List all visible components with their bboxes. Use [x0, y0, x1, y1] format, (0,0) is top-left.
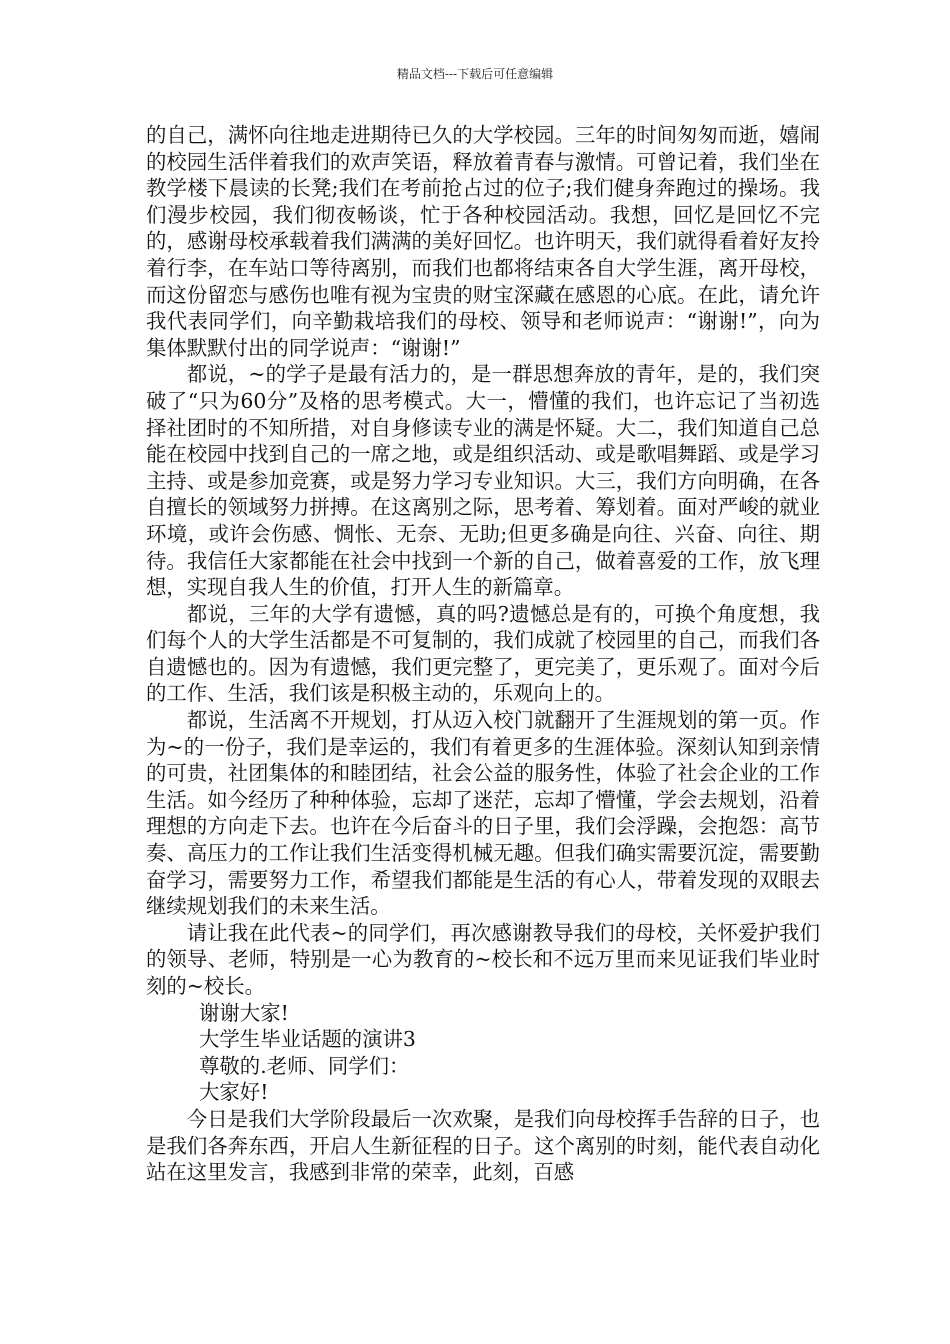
paragraph-3: 都说，三年的大学有遗憾，真的吗?遗憾总是有的，可换个角度想，我们每个人的大学生活都是不可复制的，我们成就了校园里的自己，而我们各自遗憾也的。因为有遗憾，我们更完整了，更完美了，更乐观了。面对今后的工作、生活，我们该是积极主动的，乐观向上的。 — [146, 601, 820, 706]
paragraph-2: 都说，~的学子是最有活力的，是一群思想奔放的青年，是的，我们突破了“只为60分”及格的思考模式。大一，懵懂的我们，也许忘记了当初选择社团时的不知所措，对自身修读专业的满是怀疑。大二，我们知道自己总能在校园中找到自己的一席之地，或是组织活动、或是歌唱舞蹈、或是学习主持、或是参加竞赛，或是努力学习专业知识。大三，我们方向明确，在各自擅长的领域努力拼搏。在这离别之际，思考着、筹划着。面对严峻的就业环境，或许会伤感、惆怅、无奈、无助;但更多确是向往、兴奋、向往、期待。我信任大家都能在社会中找到一个新的自己，做着喜爱的工作，放飞理想，实现自我人生的价值，打开人生的新篇章。 — [146, 362, 820, 600]
paragraph-1: 的自己，满怀向往地走进期待已久的大学校园。三年的时间匆匆而逝，嬉闹的校园生活伴着我们的欢声笑语，释放着青春与激情。可曾记着，我们坐在教学楼下晨读的长凳;我们在考前抢占过的位子;我们健身奔跑过的操场。我们漫步校园，我们彻夜畅谈，忙于各种校园活动。我想，回忆是回忆不完的，感谢母校承载着我们满满的美好回忆。也许明天，我们就得看着好友拎着行李，在车站口等待离别，而我们也都将结束各自大学生涯，离开母校，而这份留恋与感伤也唯有视为宝贵的财宝深藏在感恩的心底。在此，请允许我代表同学们，向辛勤栽培我们的母校、领导和老师说声：“谢谢!”，向为集体默默付出的同学说声：“谢谢!” — [146, 123, 820, 360]
salutation: 尊敬的.老师、同学们： — [199, 1053, 410, 1078]
greeting: 大家好! — [199, 1080, 269, 1105]
paragraph-6: 今日是我们大学阶段最后一次欢聚，是我们向母校挥手告辞的日子，也是我们各奔东西，开启人生新征程的日子。这个离别的时刻，能代表自动化站在这里发言，我感到非常的荣幸，此刻，百感 — [146, 1106, 820, 1185]
paragraph-4: 都说，生活离不开规划，打从迈入校门就翻开了生涯规划的第一页。作为~的一份子，我们是幸运的，我们有着更多的生涯体验。深刻认知到亲情的可贵，社团集体的和睦团结，社会公益的服务性，体验了社会企业的工作生活。如今经历了种种体验，忘却了迷茫，忘却了懵懂，学会去规划，沿着理想的方向走下去。也许在今后奋斗的日子里，我们会浮躁，会抱怨：高节奏、高压力的工作让我们生活变得机械无趣。但我们确实需要沉淀，需要勤奋学习，需要努力工作，希望我们都能是生活的有心人，带着发现的双眼去继续规划我们的未来生活。 — [146, 708, 820, 919]
paragraph-5: 请让我在此代表~的同学们，再次感谢教导我们的母校，关怀爱护我们的领导、老师，特别是一心为教育的~校长和不远万里而来见证我们毕业时刻的~校长。 — [146, 920, 820, 998]
thanks-line: 谢谢大家! — [199, 1000, 289, 1025]
speech-title: 大学生毕业话题的演讲3 — [199, 1027, 416, 1052]
page-header: 精品文档---下载后可任意编辑 — [396, 67, 554, 81]
document-body — [146, 122, 820, 1186]
